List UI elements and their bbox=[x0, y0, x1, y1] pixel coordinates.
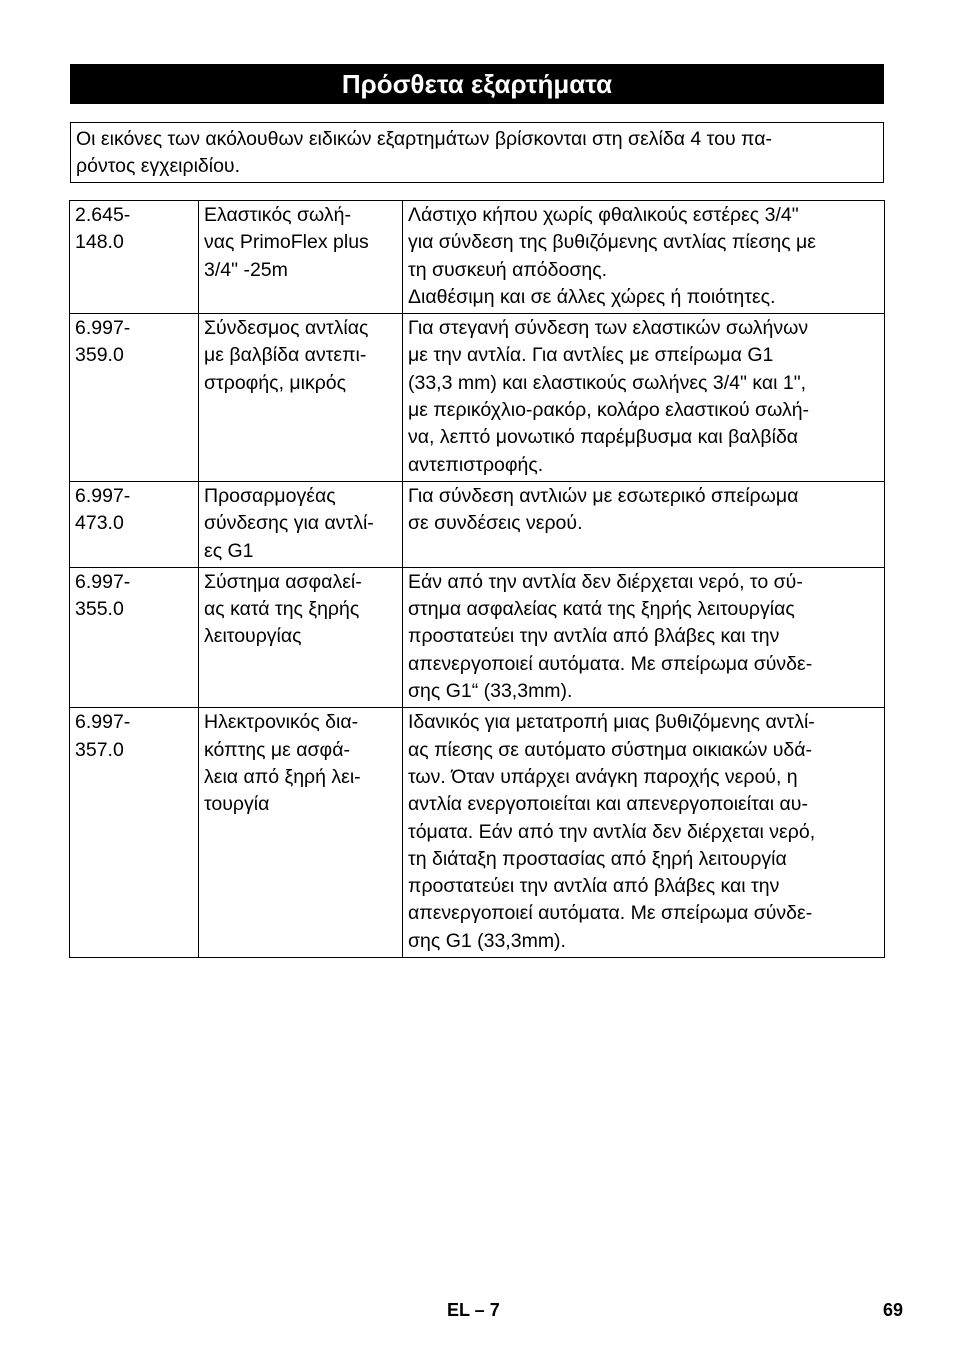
table-row bbox=[70, 201, 885, 314]
accessories-table bbox=[69, 200, 885, 958]
part-number-cell: 6.997- 473.0 bbox=[70, 481, 199, 567]
part-description-cell: Για σύνδεση αντλιών με εσωτερικό σπείρωμα σε συνδέσεις νερού. bbox=[403, 481, 885, 567]
page-title: Πρόσθετα εξαρτήματα bbox=[341, 68, 613, 99]
part-name-cell: Σύνδεσμος αντλίας με βαλβίδα αντεπι- στροφής, μικρός bbox=[199, 314, 403, 482]
part-name-cell: Προσαρμογέας σύνδεσης για αντλί- ες G1 bbox=[199, 481, 403, 567]
part-name-cell: Ελαστικός σωλή- νας PrimoFlex plus 3/4" -25m bbox=[199, 201, 403, 314]
section-title-bar bbox=[70, 64, 884, 104]
part-number-cell: 2.645- 148.0 bbox=[70, 201, 199, 314]
part-name-cell: Σύστημα ασφαλεί- ας κατά της ξηρής λειτουργίας bbox=[199, 567, 403, 707]
part-description-cell: Για στεγανή σύνδεση των ελαστικών σωλήνων με την αντλία. Για αντλίες με σπείρωμα G1 (33,3 mm) και ελαστικούς σωλήνες 3/4" και 1", με περικόχλιο-ρακόρ, κολάρο ελαστικού σωλή- να, λεπτό μονωτικό παρέμβυσμα και βαλβίδα αντεπιστροφής. bbox=[403, 314, 885, 482]
part-description-cell: Εάν από την αντλία δεν διέρχεται νερό, το σύ- στημα ασφαλείας κατά της ξηρής λειτουργίας προστατεύει την αντλία από βλάβες και την απενεργοποιεί αυτόματα. Με σπείρωμα σύνδε- σης G1“ (33,3mm). bbox=[403, 567, 885, 707]
table-row bbox=[70, 567, 885, 707]
part-description-cell: Ιδανικός για μετατροπή μιας βυθιζόμενης αντλί- ας πίεσης σε αυτόματο σύστημα οικιακών υδά- των. Όταν υπάρχει ανάγκη παροχής νερού, η αντλία ενεργοποιείται και απενεργοποιείται αυ- τόματα. Εάν από την αντλία δεν διέρχεται νερό, τη διάταξη προστασίας από ξηρή λειτουργία προστατεύει την αντλία από βλάβες και την απενεργοποιεί αυτόματα. Με σπείρωμα σύνδε- σης G1 (33,3mm). bbox=[403, 708, 885, 958]
footer-language-section: EL – 7 bbox=[447, 1300, 500, 1320]
part-number-cell: 6.997- 357.0 bbox=[70, 708, 199, 958]
part-number-cell: 6.997- 355.0 bbox=[70, 567, 199, 707]
table-row bbox=[70, 314, 885, 482]
table-row bbox=[70, 708, 885, 958]
part-name-cell: Ηλεκτρονικός δια- κόπτης με ασφά- λεια από ξηρή λει- τουργία bbox=[199, 708, 403, 958]
part-number-cell: 6.997- 359.0 bbox=[70, 314, 199, 482]
intro-note: Οι εικόνες των ακόλουθων ειδικών εξαρτημάτων βρίσκονται στη σελίδα 4 του πα- ρόντος εγχειριδίου. bbox=[70, 122, 884, 183]
footer-page-number: 69 bbox=[883, 1300, 904, 1320]
table-row bbox=[70, 481, 885, 567]
part-description-cell: Λάστιχο κήπου χωρίς φθαλικούς εστέρες 3/4" για σύνδεση της βυθιζόμενης αντλίας πίεσης με τη συσκευή απόδοσης. Διαθέσιμη και σε άλλες χώρες ή ποιότητες. bbox=[403, 201, 885, 314]
